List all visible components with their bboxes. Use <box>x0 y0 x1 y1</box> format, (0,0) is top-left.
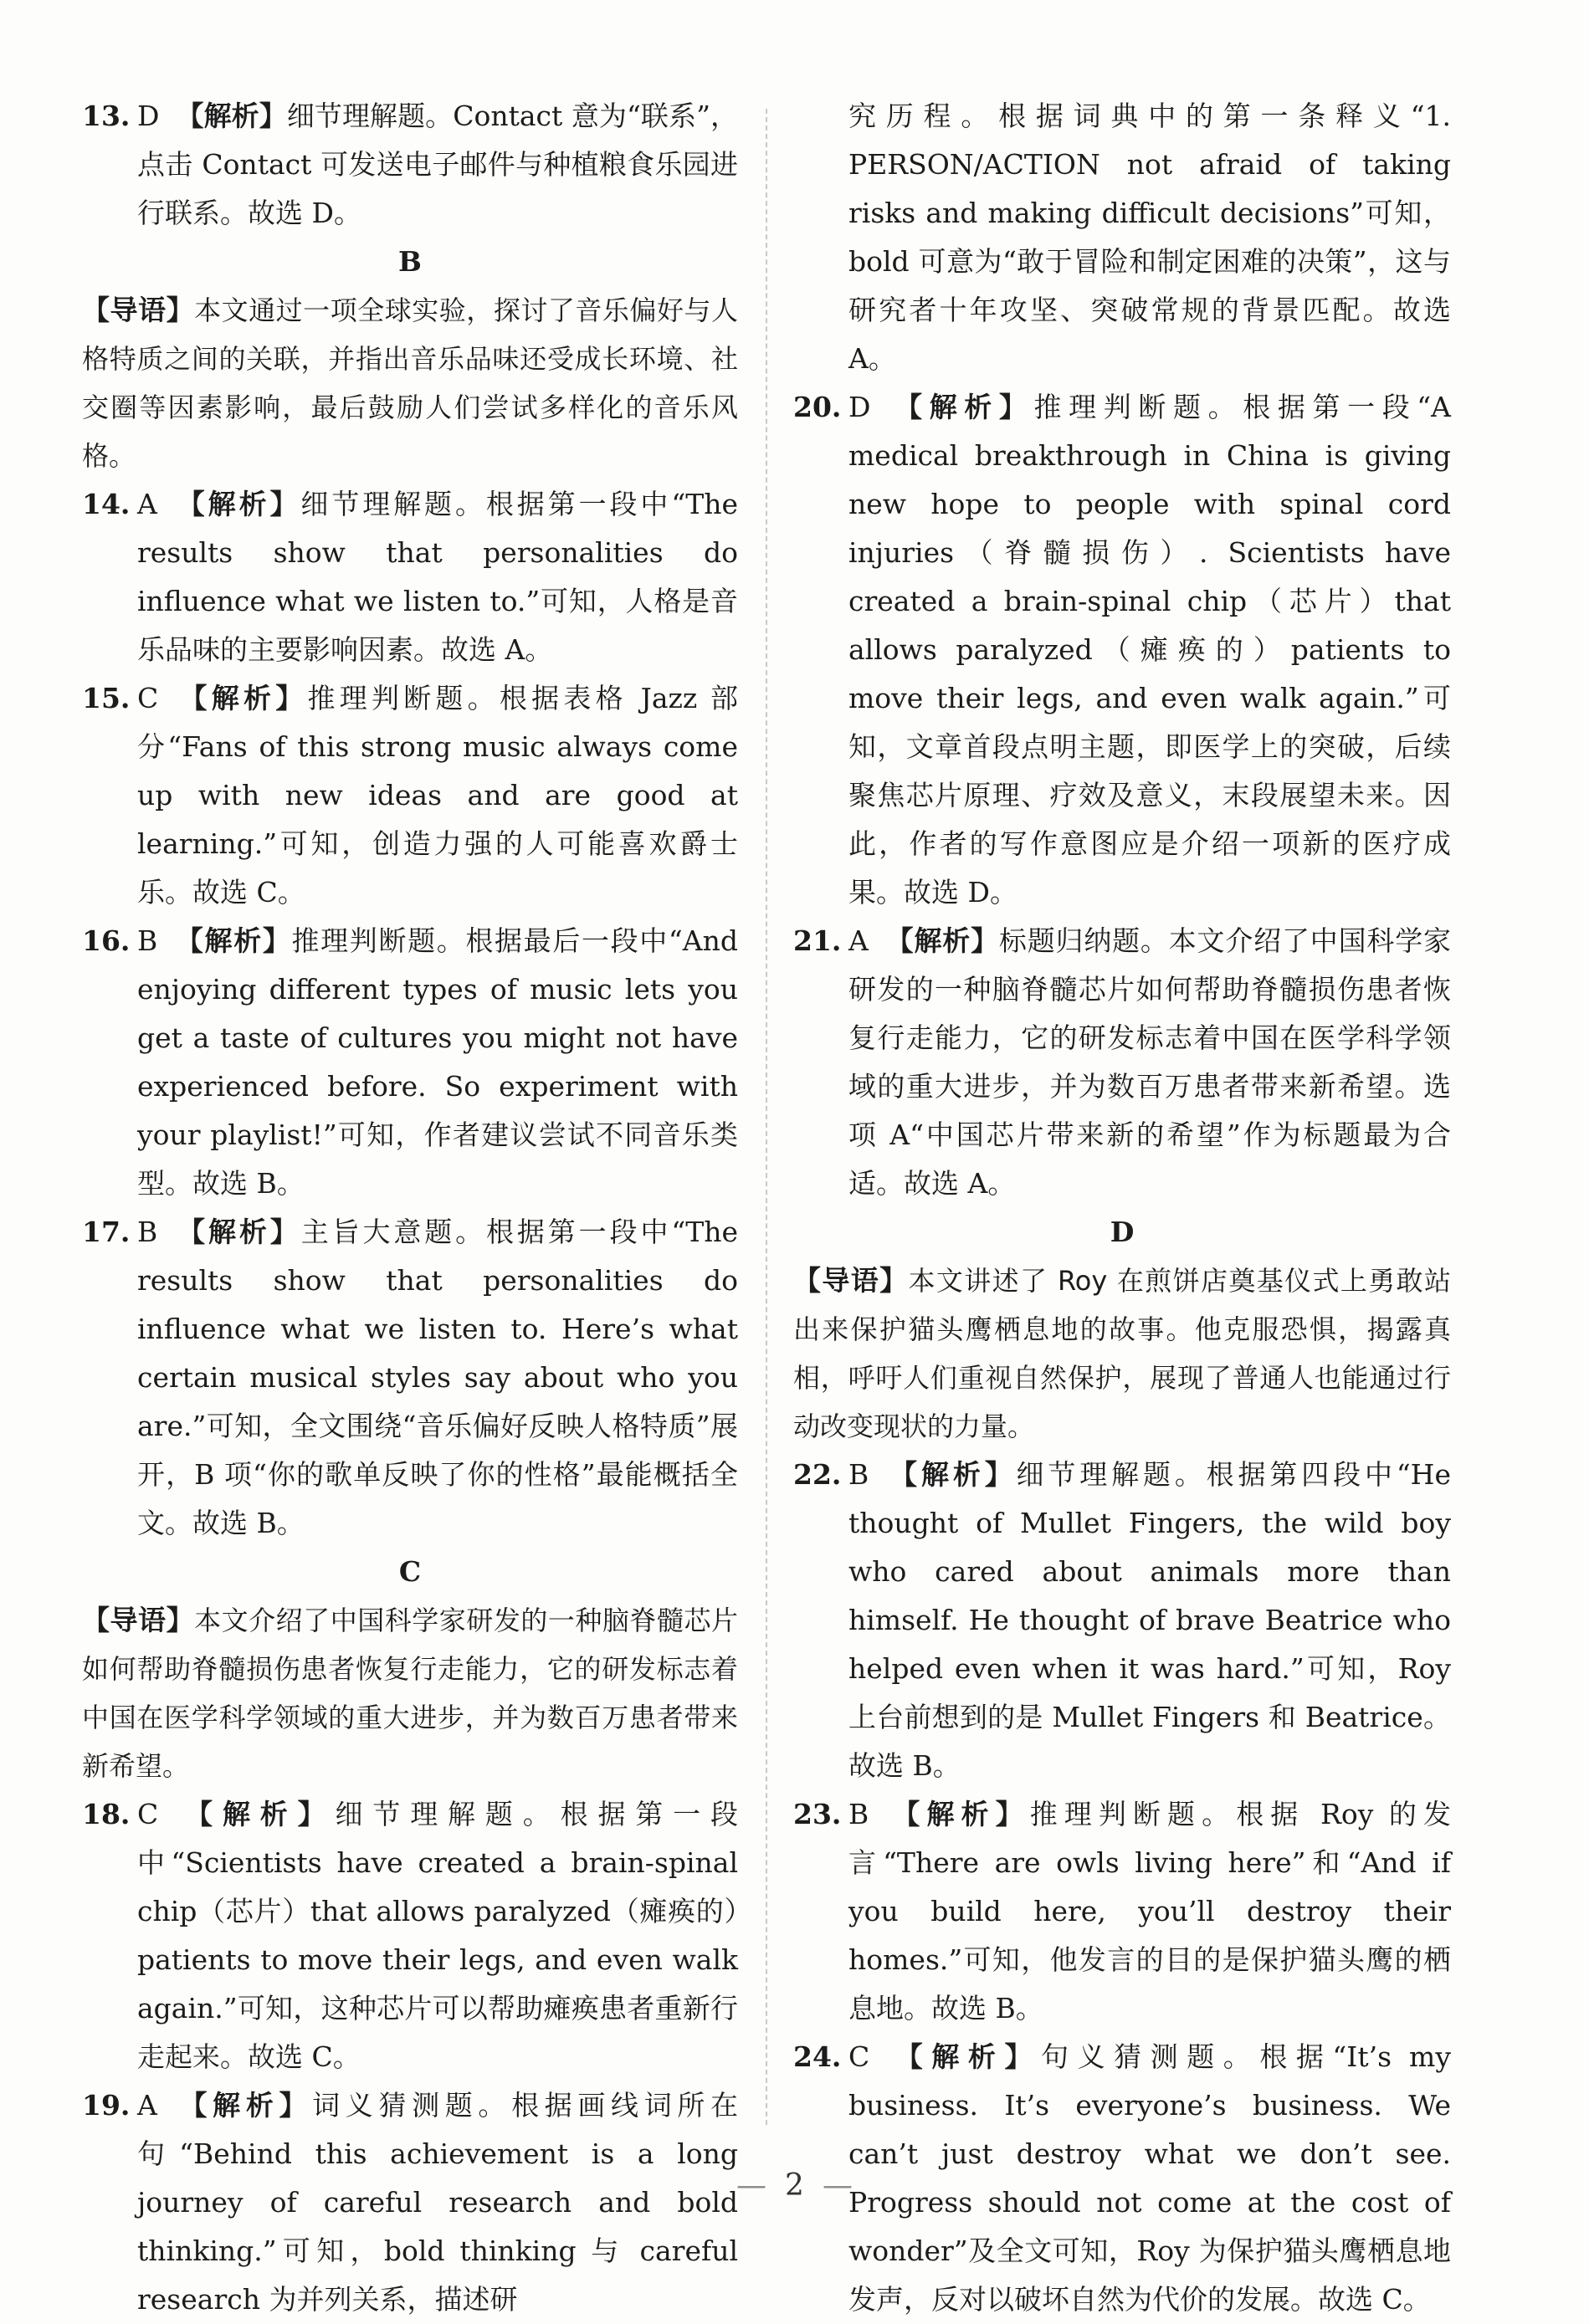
answer-letter: C <box>137 1798 159 1830</box>
question-number: 16. <box>82 924 131 957</box>
analysis-tag: 【解析】 <box>176 100 287 132</box>
question-number: 21. <box>793 924 842 957</box>
answer-14 <box>82 480 738 674</box>
analysis-tag: 【解析】 <box>885 1458 1017 1491</box>
analysis-tag: 【解析】 <box>886 2040 1042 2073</box>
guide-text: 本文讲述了 Roy 在煎饼店奠基仪式上勇敢站出来保护猫头鹰栖息地的故事。他克服恐惧，揭露真相，呼吁人们重视自然保护，展现了普通人也能通过行动改变现状的力量。 <box>793 1265 1451 1442</box>
analysis-text: 细节理解题。Contact 意为“联系”，点击 Contact 可发送电子邮件与种植粮食乐园进行联系。故选 D。 <box>137 100 739 229</box>
analysis-text: 词义猜测题。根据画线词所在句“Behind this achievement is a long journey of careful research and bold thinking.”可知，bold thinking 与 careful research 为并列关系，描述研 <box>137 2089 738 2316</box>
analysis-text: 细节理解题。根据第一段中“Scientists have created a brain-spinal chip（芯片）that allows paralyzed（瘫痪的）patients to move their legs, and even walk again.”可知，这种芯片可以帮助瘫痪患者重新行走起来。故选 C。 <box>137 1798 739 2073</box>
answer-letter: B <box>137 1216 158 1248</box>
answer-19-continued <box>793 92 1451 383</box>
question-number: 20. <box>793 391 842 423</box>
answer-20 <box>793 383 1451 917</box>
question-number: 15. <box>82 682 131 714</box>
answer-18 <box>82 1790 738 2081</box>
indent-spacer <box>793 92 848 383</box>
analysis-text: 主旨大意题。根据第一段中“The results show that personalities do influence what we listen to. Here’s what certain musical styles say about who you are.”可知，全文围绕“音乐偏好反映人格特质”展开，B 项“你的歌单反映了你的性格”最能概括全文。故选 B。 <box>137 1216 738 1539</box>
answer-letter: C <box>137 682 159 714</box>
answer-letter: A <box>137 2089 157 2122</box>
page-footer <box>0 2168 1589 2203</box>
section-heading-b: B <box>398 245 422 278</box>
answer-17 <box>82 1208 738 1548</box>
footer-dash-right: — <box>822 2168 853 2203</box>
question-number: 14. <box>82 488 131 520</box>
analysis-tag: 【解析】 <box>887 391 1034 423</box>
analysis-text: 标题归纳题。本文介绍了中国科学家研发的一种脑脊髓芯片如何帮助脊髓损伤患者恢复行走能力，它的研发标志着中国在医学科学领域的重大进步，并为数百万患者带来新希望。选项 A“中国芯片带来新的希望”作为标题最为合适。故选 A。 <box>848 924 1452 1200</box>
analysis-text: 句义猜测题。根据“It’s my business. It’s everyone’s business. We can’t just destroy what we don’t see. Progress should not come at the cost of wonder”及全文可知，Roy 为保护猫头鹰栖息地发声，反对以破坏自然为代价的发展。故选 C。 <box>848 2040 1451 2316</box>
analysis-tag: 【解析】 <box>884 924 999 957</box>
guide-text: 本文通过一项全球实验，探讨了音乐偏好与人格特质之间的关联，并指出音乐品味还受成长环境、社交圈等因素影响，最后鼓励人们尝试多样化的音乐风格。 <box>82 294 738 472</box>
page-number: 2 <box>785 2168 804 2203</box>
analysis-tag: 【解析】 <box>175 682 308 714</box>
answer-letter: D <box>848 391 871 423</box>
guide-text: 本文介绍了中国科学家研发的一种脑脊髓芯片如何帮助脊髓损伤患者恢复行走能力，它的研发标志着中国在医学科学领域的重大进步，并为数百万患者带来新希望。 <box>82 1605 738 1782</box>
answer-16 <box>82 917 738 1208</box>
question-number: 23. <box>793 1798 842 1830</box>
answer-letter: B <box>137 924 158 957</box>
guide-c <box>82 1596 738 1790</box>
analysis-tag: 【解析】 <box>173 2089 313 2122</box>
analysis-tag: 【解析】 <box>174 1216 301 1248</box>
guide-tag: 【导语】 <box>793 1264 909 1297</box>
question-number: 18. <box>82 1798 131 1830</box>
answer-letter: C <box>848 2040 870 2073</box>
analysis-text: 推理判断题。根据第一段“A medical breakthrough in China is giving new hope to people with spinal cord injuries（脊髓损伤）. Scientists have created a brain-spinal chip（芯片）that allows paralyzed（瘫痪的）patients to move their legs, and even walk again.”可知，文章首段点明主题，即医学上的突破，后续聚焦芯片原理、疗效及意义，末段展望未来。因此，作者的写作意图应是介绍一项新的医疗成果。故选 D。 <box>848 391 1452 909</box>
question-number: 22. <box>793 1458 842 1491</box>
analysis-tag: 【解析】 <box>885 1798 1030 1830</box>
footer-dash-left: — <box>736 2168 767 2203</box>
question-number: 19. <box>82 2089 131 2122</box>
answer-letter: A <box>137 488 157 520</box>
analysis-text: 细节理解题。根据第一段中“The results show that personalities do influence what we listen to.”可知，人格是音乐品味的主要影响因素。故选 A。 <box>137 488 739 666</box>
question-number: 24. <box>793 2040 842 2073</box>
section-heading-c: C <box>398 1555 422 1588</box>
answer-letter: A <box>848 924 869 957</box>
analysis-tag: 【解析】 <box>175 1798 336 1830</box>
answer-21 <box>793 917 1451 1208</box>
analysis-tag: 【解析】 <box>174 924 292 957</box>
analysis-text: 推理判断题。根据 Roy 的发言“There are owls living here”和“And if you build here, you’ll destroy their homes.”可知，他发言的目的是保护猫头鹰的栖息地。故选 B。 <box>848 1798 1451 2025</box>
analysis-text: 推理判断题。根据最后一段中“And enjoying different types of music lets you get a taste of cultures you might not have experienced before. So experiment with your playlist!”可知，作者建议尝试不同音乐类型。故选 B。 <box>137 924 738 1200</box>
guide-b <box>82 286 738 480</box>
answer-15 <box>82 674 738 917</box>
left-column <box>82 92 738 2324</box>
answer-letter: B <box>848 1458 869 1491</box>
answer-23 <box>793 1790 1451 2033</box>
answer-letter: B <box>848 1798 869 1830</box>
guide-tag: 【导语】 <box>82 1604 195 1636</box>
guide-d <box>793 1257 1451 1451</box>
question-number: 13. <box>82 100 131 132</box>
guide-tag: 【导语】 <box>82 294 195 326</box>
section-heading-d: D <box>1110 1216 1135 1248</box>
answer-letter: D <box>137 100 160 132</box>
answer-13 <box>82 92 738 238</box>
analysis-text: 推理判断题。根据表格 Jazz 部分“Fans of this strong music always come up with new ideas and are good at learning.”可知，创造力强的人可能喜欢爵士乐。故选 C。 <box>137 682 739 909</box>
column-divider <box>766 109 767 2125</box>
analysis-text: 细节理解题。根据第四段中“He thought of Mullet Fingers, the wild boy who cared about animals more than himself. He thought of brave Beatrice who helped even when it was hard.”可知，Roy 上台前想到的是 Mullet Fingers 和 Beatrice。故选 B。 <box>848 1458 1451 1782</box>
analysis-text: 究历程。根据词典中的第一条释义“1. PERSON/ACTION not afraid of taking risks and making difficult decisions”可知，bold 可意为“敢于冒险和制定困难的决策”，这与研究者十年攻坚、突破常规的背景匹配。故选 A。 <box>848 100 1451 375</box>
analysis-tag: 【解析】 <box>173 488 301 520</box>
answer-22 <box>793 1451 1451 1790</box>
question-number: 17. <box>82 1216 131 1248</box>
right-column <box>793 92 1451 2324</box>
answer-19 <box>82 2081 738 2324</box>
